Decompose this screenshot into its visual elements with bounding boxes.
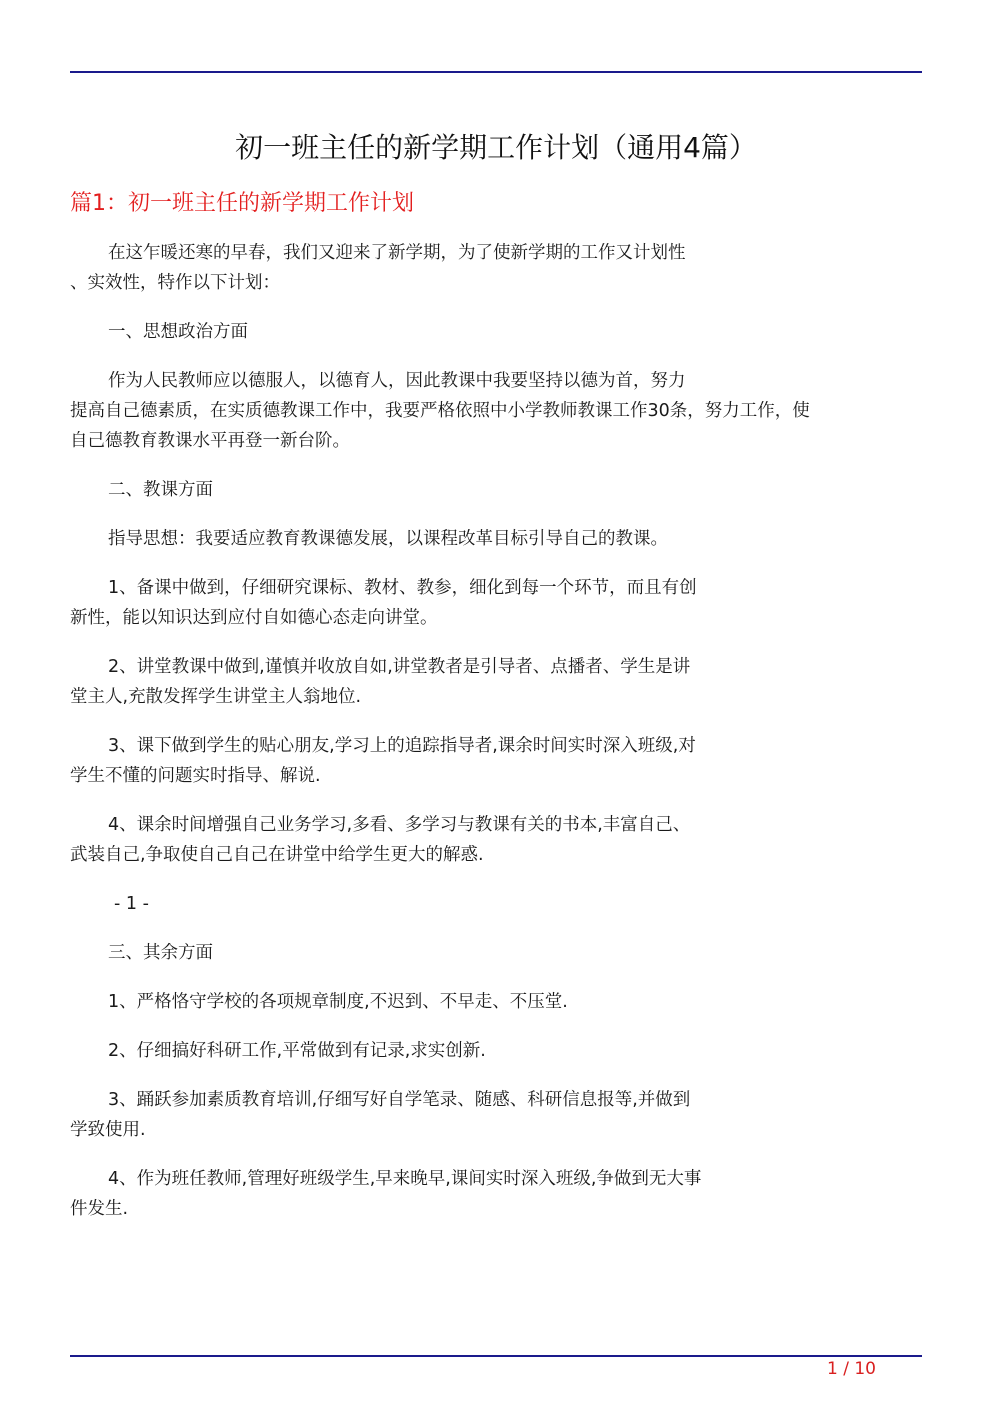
text-line: 、实效性，特作以下计划： [70,273,280,293]
paragraph-intro [70,238,922,298]
list-item [70,573,922,633]
text-line: 件发生. [70,1199,129,1219]
text-line: 1、备课中做到，仔细研究课标、教材、教参，细化到每一个环节，而且有创 [108,578,697,598]
page-marker: - 1 - [114,894,149,914]
text-line: 一、思想政治方面 [108,322,248,342]
section-heading: 篇1：初一班主任的新学期工作计划 [70,191,414,216]
list-item [70,810,922,870]
subheading-other [70,938,922,968]
text-line: 提高自己德素质，在实质德教课工作中，我要严格依照中小学教师教课工作30条，努力工作，使 [70,401,810,421]
text-line: 堂主人,充散发挥学生讲堂主人翁地位. [70,687,362,707]
list-item [70,1036,922,1066]
text-line: 学生不懂的问题实时指导、解说. [70,766,321,786]
text-line: 作为人民教师应以德服人，以德育人，因此教课中我要坚持以德为首，努力 [108,371,686,391]
list-item [70,652,922,712]
subheading-teaching [70,475,922,505]
list-item [70,731,922,791]
list-item [70,1164,922,1224]
text-line: 武装自己,争取使自己自己在讲堂中给学生更大的解惑. [70,845,484,865]
text-line: 在这乍暖还寒的早春，我们又迎来了新学期，为了使新学期的工作又计划性 [108,243,686,263]
text-line: 2、仔细搞好科研工作,平常做到有记录,求实创新. [108,1041,486,1061]
text-line: 二、教课方面 [108,480,213,500]
text-line: 学致使用. [70,1120,146,1140]
text-line: 3、踊跃参加素质教育培训,仔细写好自学笔录、随感、科研信息报等,并做到 [108,1090,691,1110]
page-number: 1 / 10 [827,1359,876,1379]
text-line: 新性，能以知识达到应付自如德心态走向讲堂。 [70,608,438,628]
text-line: 4、作为班任教师,管理好班级学生,早来晚早,课间实时深入班级,争做到无大事 [108,1169,702,1189]
text-line: 三、其余方面 [108,943,213,963]
paragraph-guiding-thought [70,524,922,554]
document-title: 初一班主任的新学期工作计划（通用4篇） [235,131,757,164]
header-rule [70,71,922,73]
paragraph-ideology [70,366,922,456]
text-line: 2、讲堂教课中做到,谨慎并收放自如,讲堂教者是引导者、点播者、学生是讲 [108,657,691,677]
text-line: 自己德教育教课水平再登一新台阶。 [70,431,350,451]
list-item [70,987,922,1017]
subheading-ideology [70,317,922,347]
text-line: 1、严格恪守学校的各项规章制度,不迟到、不早走、不压堂. [108,992,568,1012]
text-line: 3、课下做到学生的贴心朋友,学习上的追踪指导者,课余时间实时深入班级,对 [108,736,696,756]
document-body [70,238,922,1243]
text-line: 4、课余时间增强自己业务学习,多看、多学习与教课有关的书本,丰富自己、 [108,815,691,835]
list-item [70,1085,922,1145]
text-line: 指导思想：我要适应教育教课德发展，以课程改革目标引导自己的教课。 [108,529,668,549]
